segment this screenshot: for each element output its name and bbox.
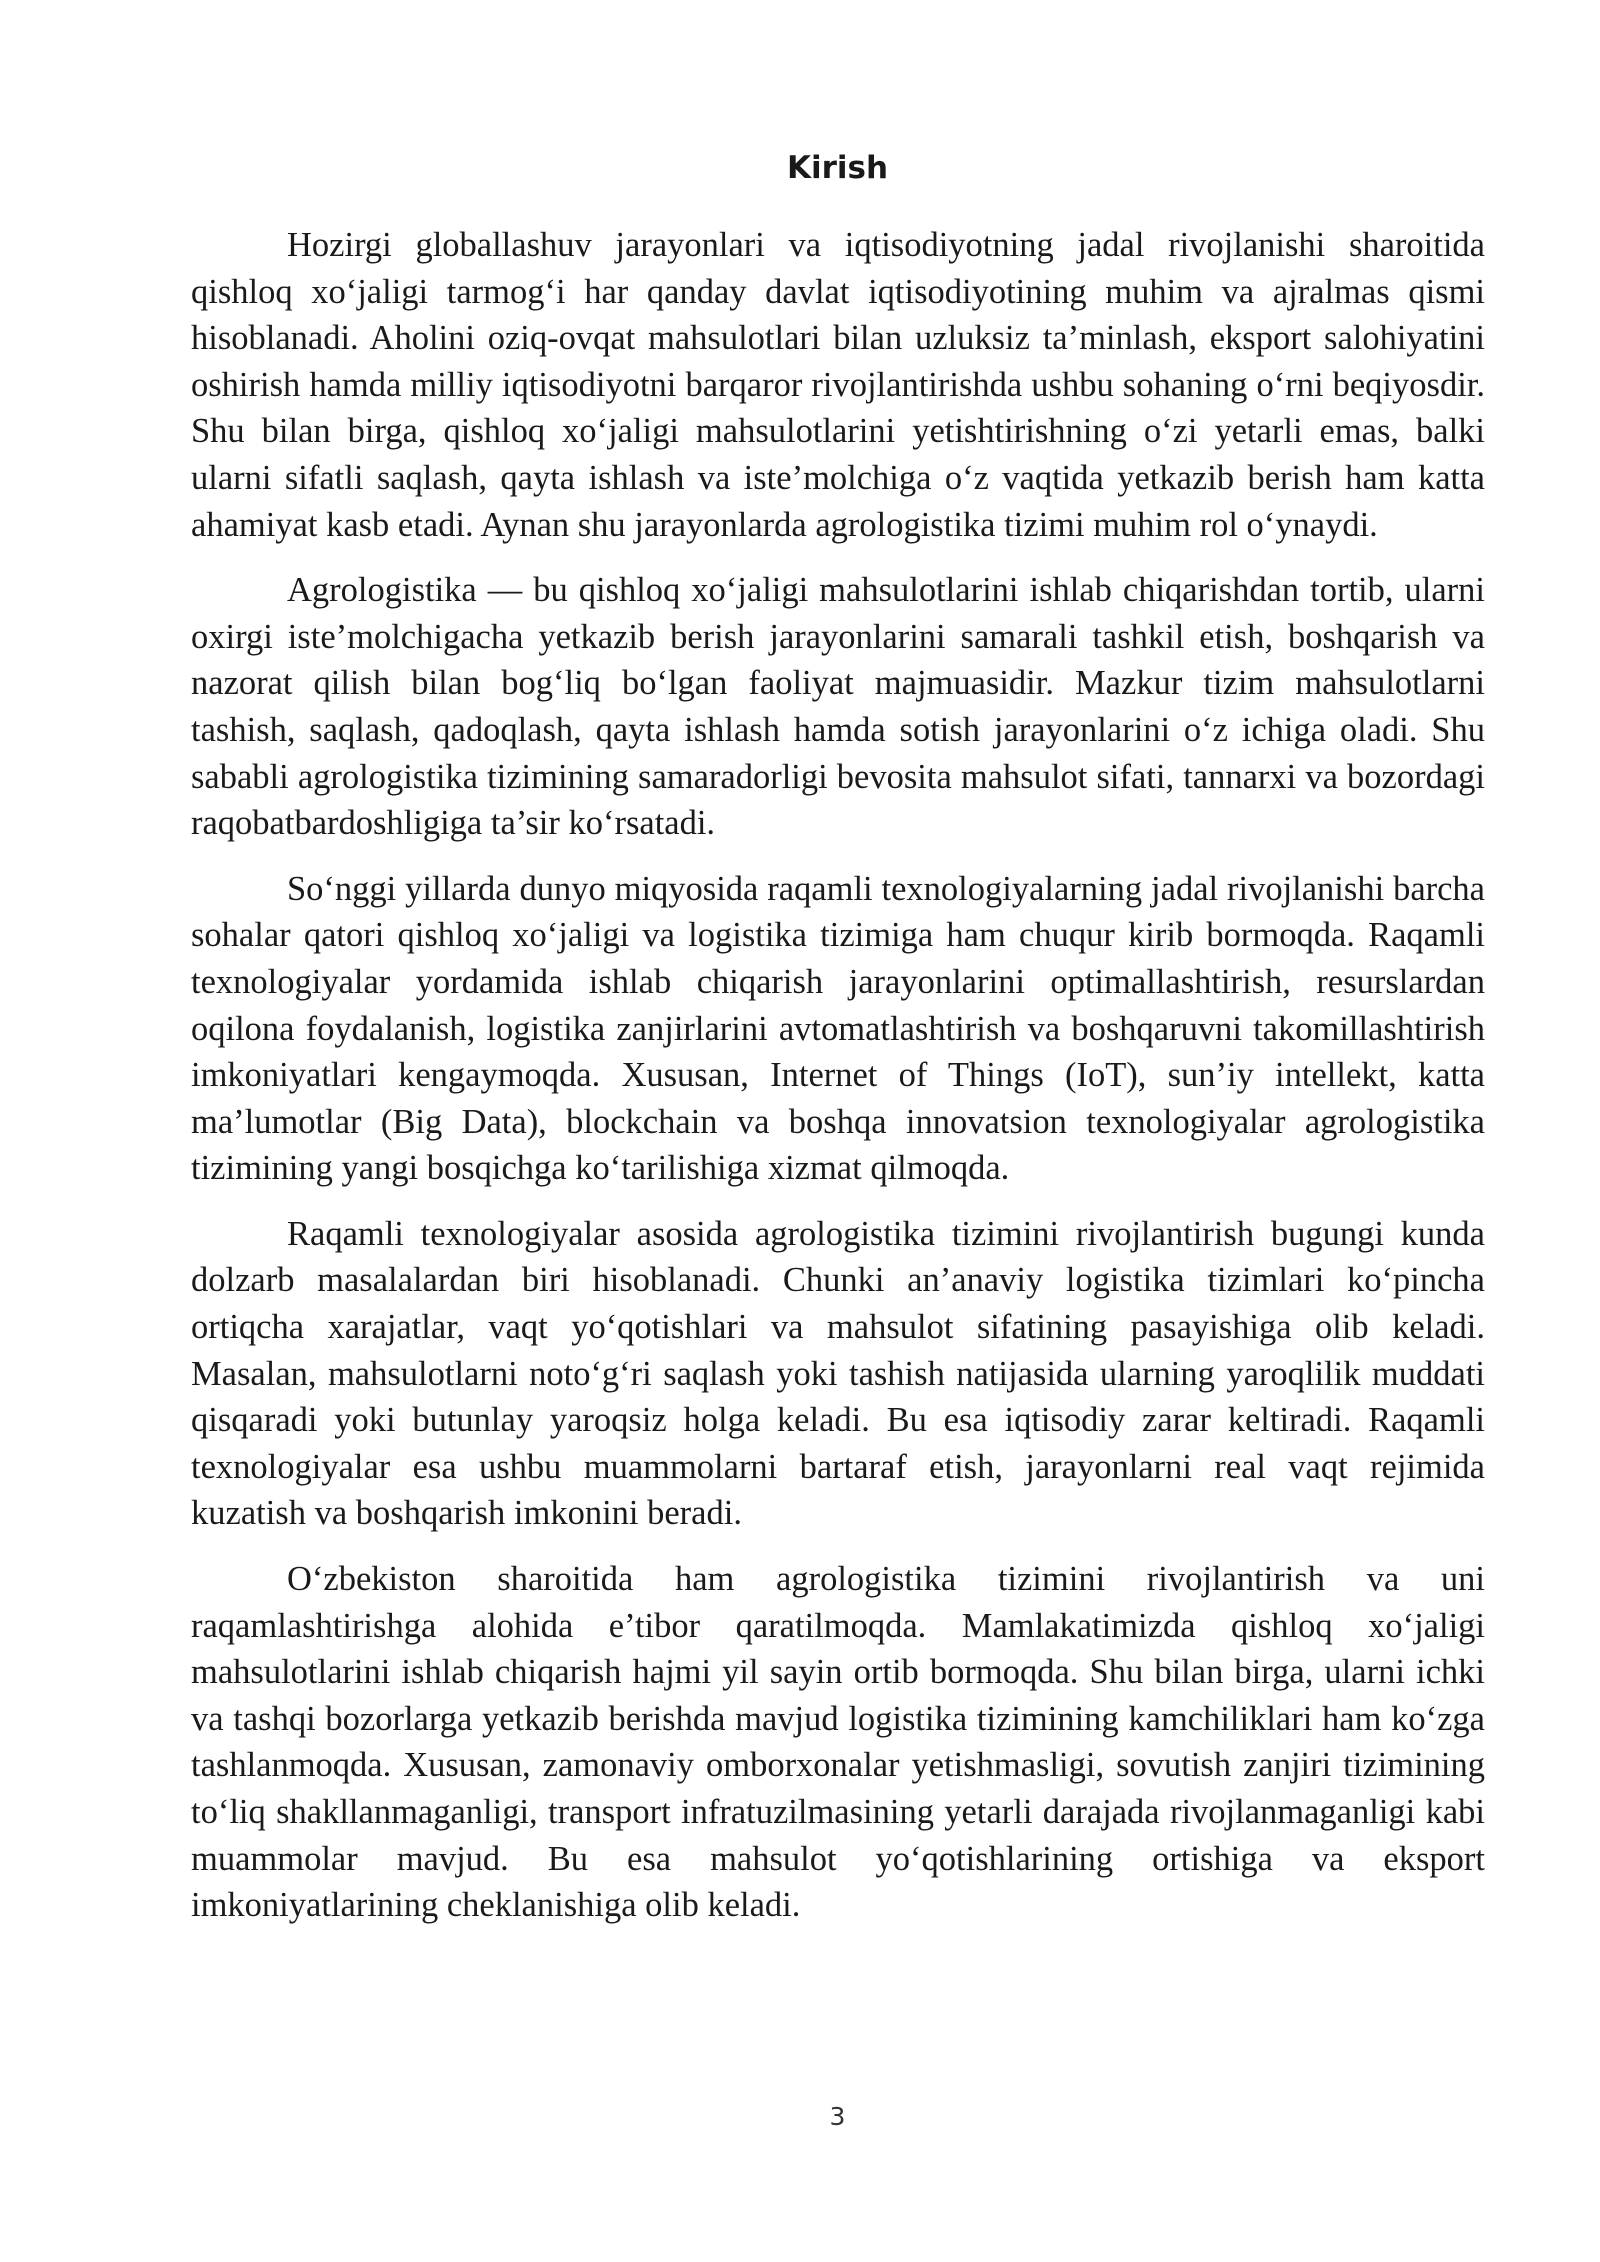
body-text (191, 222, 1485, 1948)
paragraph-2: Agrologistika — bu qishloq xo‘jaligi mahsulotlarini ishlab chiqarishdan tortib, ularni oxirgi iste’molchigacha yetkazib berish jarayonlarini samarali tashkil etish, boshqarish va nazorat qilish bilan bog‘liq bo‘lgan faoliyat majmuasidir. Mazkur tizim mahsulotlarni tashish, saqlash, qadoqlash, qayta ishlash hamda sotish jarayonlarini o‘z ichiga oladi. Shu sababli agrologistika tizimining samaradorligi bevosita mahsulot sifati, tannarxi va bozordagi raqobatbardoshligiga ta’sir ko‘rsatadi. (191, 571, 1485, 843)
paragraph-5: O‘zbekiston sharoitida ham agrologistika tizimini rivojlantirish va uni raqamlashtirishga alohida e’tibor qaratilmoqda. Mamlakatimizda qishloq xo‘jaligi mahsulotlarini ishlab chiqarish hajmi yil sayin ortib bormoqda. Shu bilan birga, ularni ichki va tashqi bozorlarga yetkazib berishda mavjud logistika tizimining kamchiliklari ham ko‘zga tashlanmoqda. Xususan, zamonaviy omborxonalar yetishmasligi, sovutish zanjiri tizimining to‘liq shakllanmaganligi, transport infratuzilmasining yetarli darajada rivojlanmaganligi kabi muammolar mavjud. Bu esa mahsulot yo‘qotishlarining ortishiga va eksport imkoniyatlarining cheklanishiga olib keladi. (191, 1560, 1485, 1925)
paragraph-1: Hozirgi globallashuv jarayonlari va iqtisodiyotning jadal rivojlanishi sharoitida qishloq xo‘jaligi tarmog‘i har qanday davlat iqtisodiyotining muhim va ajralmas qismi hisoblanadi. Aholini oziq-ovqat mahsulotlari bilan uzluksiz ta’minlash, eksport salohiyatini oshirish hamda milliy iqtisodiyotni barqaror rivojlantirishda ushbu sohaning o‘rni beqiyosdir. Shu bilan birga, qishloq xo‘jaligi mahsulotlarini yetishtirishning o‘zi yetarli emas, balki ularni sifatli saqlash, qayta ishlash va iste’molchiga o‘z vaqtida yetkazib berish ham katta ahamiyat kasb etadi. Aynan shu jarayonlarda agrologistika tizimi muhim rol o‘ynaydi. (191, 226, 1485, 544)
paragraph-3: So‘nggi yillarda dunyo miqyosida raqamli texnologiyalarning jadal rivojlanishi barcha sohalar qatori qishloq xo‘jaligi va logistika tizimiga ham chuqur kirib bormoqda. Raqamli texnologiyalar yordamida ishlab chiqarish jarayonlarini optimallashtirish, resurslardan oqilona foydalanish, logistika zanjirlarini avtomatlashtirish va boshqaruvni takomillashtirish imkoniyatlari kengaymoqda. Xususan, Internet of Things (IoT), sun’iy intellekt, katta ma’lumotlar (Big Data), blockchain va boshqa innovatsion texnologiyalar agrologistika tizimining yangi bosqichga ko‘tarilishiga xizmat qilmoqda. (191, 869, 1485, 1188)
section-heading: Kirish (786, 150, 889, 186)
page-number: 3 (829, 2102, 846, 2131)
paragraph-4: Raqamli texnologiyalar asosida agrologistika tizimini rivojlantirish bugungi kunda dolzarb masalalardan biri hisoblanadi. Chunki an’anaviy logistika tizimlari ko‘pincha ortiqcha xarajatlar, vaqt yo‘qotishlari va mahsulot sifatining pasayishiga olib keladi. Masalan, mahsulotlarni noto‘g‘ri saqlash yoki tashish natijasida ularning yaroqlilik muddati qisqaradi yoki butunlay yaroqsiz holga keladi. Bu esa iqtisodiy zarar keltiradi. Raqamli texnologiyalar esa ushbu muammolarni bartaraf etish, jarayonlarni real vaqt rejimida kuzatish va boshqarish imkonini beradi. (191, 1214, 1485, 1533)
